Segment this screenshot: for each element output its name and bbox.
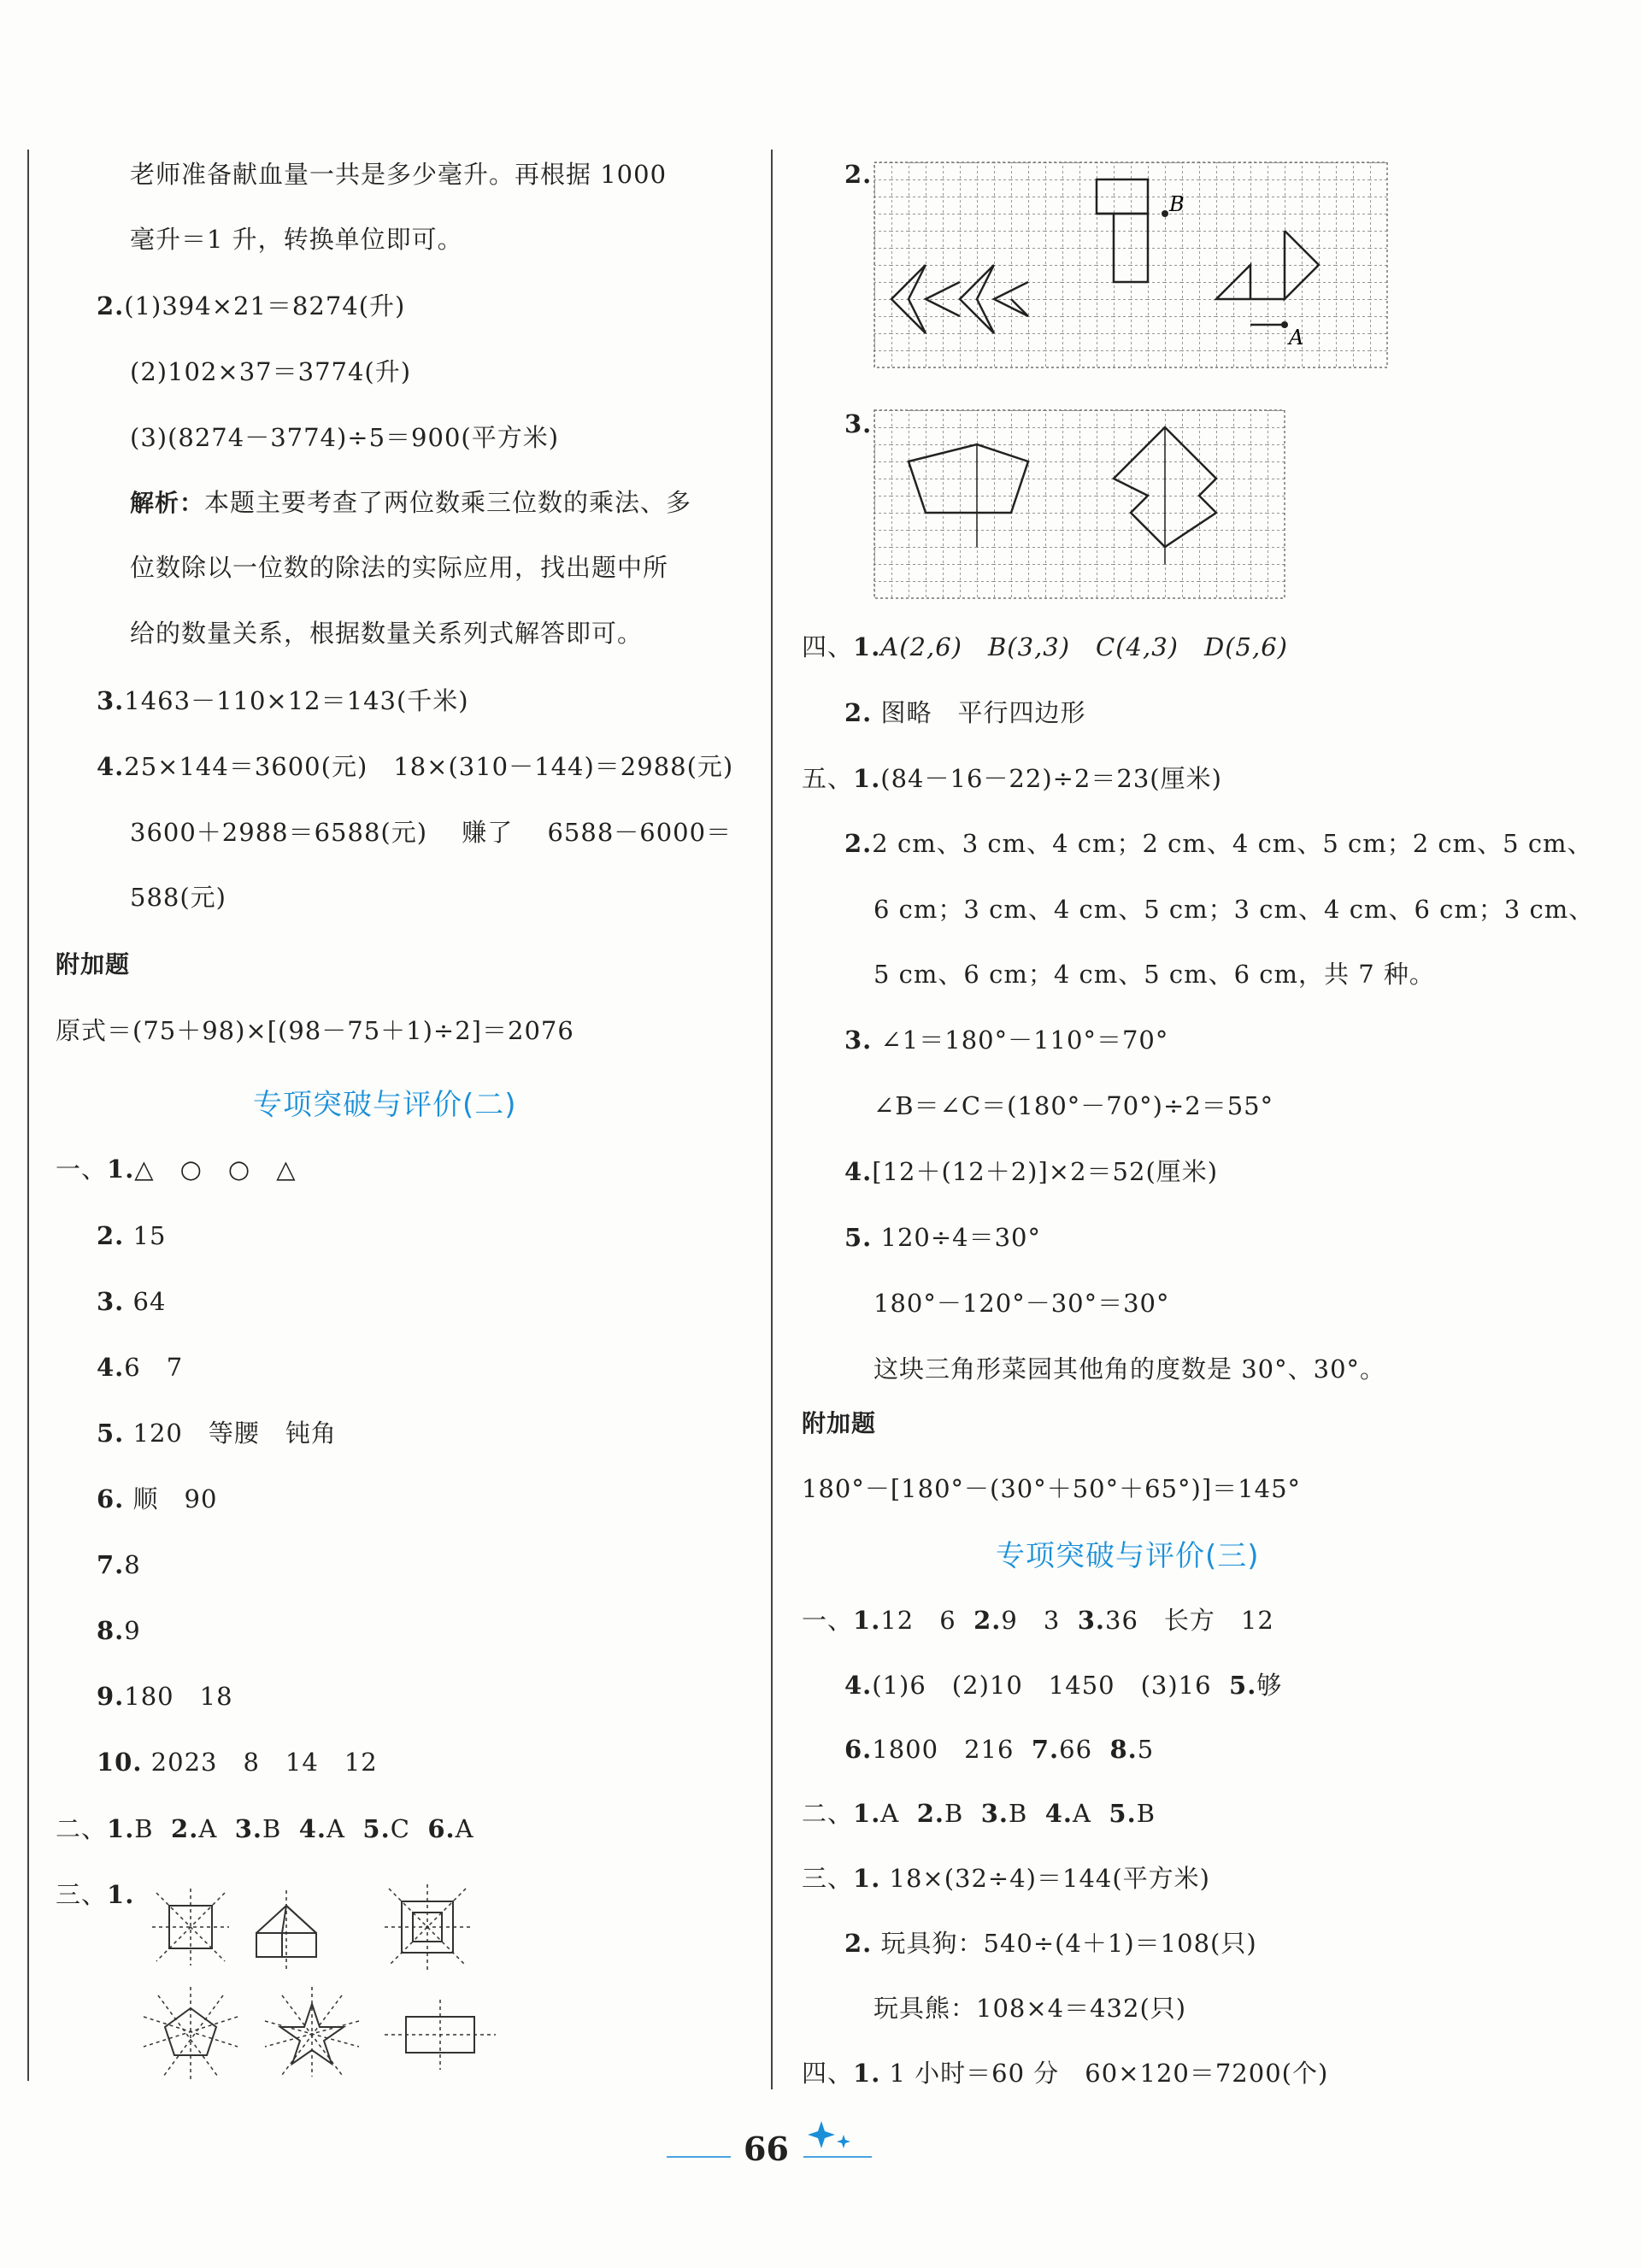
s2-part2-ans-4: A [326, 1814, 345, 1843]
q2-line-3: (3)(8274－3774)÷5＝900(平方米) [130, 423, 560, 452]
p4-2-num: 2. [844, 698, 873, 727]
point-b-label: B [1169, 192, 1185, 216]
s2-part3-num: 1. [107, 1880, 135, 1909]
point-a-label: A [1289, 326, 1304, 350]
s2-part1-num-9: 9. [97, 1682, 125, 1711]
analysis-text-1: 本题主要考查了两位数乘三位数的乘法、多 [204, 488, 692, 517]
s2-part3-line [56, 1880, 135, 1909]
s3-p4-1-text: 1 小时＝60 分 60×120＝7200(个) [889, 2059, 1329, 2088]
s2-part1-text-7: 8 [124, 1550, 141, 1579]
rectangle-figure-icon [385, 2000, 496, 2070]
s2-part1-num-6: 6. [97, 1484, 125, 1513]
q3-text: 1463－110×12＝143(千米) [124, 686, 469, 715]
s2-part2-ans-6: A [455, 1814, 474, 1843]
s2-part1-prefix: 一、 [56, 1155, 108, 1184]
center-column-rule [771, 150, 773, 2089]
s3-p4-1-line [802, 2061, 1328, 2086]
s2-part1-num-2: 2. [97, 1221, 125, 1250]
s2-part1-text-9: 180 18 [124, 1682, 233, 1711]
q4-line-2: 3600＋2988＝6588(元) 赚了 6588－6000＝ [130, 818, 732, 847]
p4-2-line [844, 698, 1086, 727]
p5-2-line-3: 5 cm、6 cm；4 cm、5 cm、6 cm，共 7 种。 [873, 960, 1435, 989]
s3-p1-num-8: 8. [1109, 1735, 1138, 1764]
q4-line-1 [97, 752, 734, 781]
s3-p1-text-7: 66 [1059, 1735, 1093, 1764]
s3-p2-ans-1: A [880, 1799, 900, 1828]
s3-p2-ans-3: B [1009, 1799, 1028, 1828]
analysis-line-3: 给的数量关系，根据数量关系列式解答即可。 [130, 619, 644, 648]
s3-p3-2-num: 2. [844, 1929, 873, 1958]
analysis-line-2: 位数除以一位数的除法的实际应用，找出题中所 [130, 553, 669, 582]
s2-part1-item-2 [97, 1221, 167, 1250]
p5-3-text-1: ∠1＝180°－110°＝70° [880, 1025, 1169, 1055]
s3-p1-num-7: 7. [1031, 1735, 1060, 1764]
s2-part1-num-5: 5. [97, 1419, 125, 1448]
s2-part1-num-8: 8. [97, 1616, 125, 1645]
q3-number: 3. [97, 686, 125, 715]
nested-square-figure-icon [385, 1884, 470, 1970]
star-figure-icon [265, 1987, 359, 2077]
p5-3-line-1 [844, 1025, 1169, 1055]
fig2-number [844, 162, 872, 187]
s3-p2-num-1: 1. [853, 1799, 881, 1828]
s3-p1-text-5: 够 [1256, 1671, 1283, 1700]
s3-p1-num-6: 6. [844, 1735, 873, 1764]
q2-number: 2. [97, 291, 125, 320]
fig3-number [844, 409, 873, 438]
grid-figure-2 [872, 158, 1393, 372]
s2-part2-ans-2: A [198, 1814, 218, 1843]
p5-1-text: (84－16－22)÷2＝23(厘米) [880, 764, 1222, 793]
p5-1-line [802, 764, 1222, 793]
p4-1-line [802, 632, 1288, 661]
s2-part1-item-3 [97, 1287, 167, 1316]
s2-part1-item-4 [97, 1355, 183, 1380]
s2-part2-ans-5: C [390, 1814, 410, 1843]
s3-p1-num-1: 1. [853, 1606, 881, 1635]
s2-part2-prefix: 二、 [56, 1814, 108, 1843]
p5-prefix: 五、 [802, 764, 854, 793]
s3-p4-1-num: 1. [853, 2059, 881, 2088]
s3-p2-line [802, 1801, 1156, 1826]
s3-p2-ans-2: B [944, 1799, 964, 1828]
left-extra-title: 附加题 [56, 950, 131, 978]
p5-4-num: 4. [844, 1157, 873, 1186]
p5-5-num: 5. [844, 1223, 873, 1252]
s3-p1-text-8: 5 [1137, 1735, 1155, 1764]
p5-5-line-3: 这块三角形菜园其他角的度数是 30°、30°。 [873, 1354, 1386, 1384]
footer-left-rule [667, 2156, 731, 2158]
s3-p2-ans-4: A [1073, 1799, 1091, 1828]
p5-2-text-1: 2 cm、3 cm、4 cm；2 cm、4 cm、5 cm；2 cm、5 cm、 [872, 829, 1593, 858]
s2-part2-num-1: 1. [107, 1814, 135, 1843]
right-extra-text: 180°－[180°－(30°＋50°＋65°)]＝145° [802, 1474, 1302, 1503]
s2-part1-text-8: 9 [124, 1616, 141, 1645]
continued-text-line-1: 老师准备献血量一共是多少毫升。再根据 1000 [130, 160, 668, 189]
s2-part1-item-6 [97, 1484, 218, 1513]
s2-part1-num-4: 4. [97, 1353, 125, 1382]
q2-text-1: (1)394×21＝8274(升) [124, 291, 406, 320]
q4-number: 4. [97, 752, 125, 781]
p5-5-text-1: 120÷4＝30° [880, 1223, 1042, 1252]
page-footer [667, 2119, 880, 2171]
s3-p1-text-3: 36 长方 12 [1105, 1606, 1274, 1635]
s2-part1-item-1 [56, 1157, 297, 1182]
s3-p3-prefix: 三、 [802, 1864, 854, 1893]
page-number: 66 [744, 2130, 789, 2168]
s3-p4-prefix: 四、 [802, 2059, 854, 2088]
p5-3-num: 3. [844, 1025, 873, 1055]
p5-5-line-2: 180°－120°－30°＝30° [873, 1289, 1170, 1318]
q3-line [97, 686, 469, 715]
s3-p1-text-6: 1800 216 [872, 1735, 1015, 1764]
s2-part2-num-5: 5. [362, 1814, 391, 1843]
s3-p1-text-1: 12 6 [880, 1606, 956, 1635]
p4-1-num: 1. [853, 632, 881, 661]
s2-part1-text-4: 6 7 [124, 1353, 184, 1382]
p5-1-num: 1. [853, 764, 881, 793]
s2-part1-item-5 [97, 1421, 337, 1446]
s3-p2-num-4: 4. [1044, 1799, 1073, 1828]
continued-text-line-2: 毫升＝1 升，转换单位即可。 [130, 225, 463, 254]
s3-p2-num-5: 5. [1109, 1799, 1137, 1828]
s3-p2-num-2: 2. [916, 1799, 944, 1828]
p5-2-num: 2. [844, 829, 873, 858]
s2-part1-text-2: 15 [132, 1221, 167, 1250]
s2-part3-prefix: 三、 [56, 1880, 108, 1909]
s2-part2-num-2: 2. [171, 1814, 199, 1843]
s2-part2-num-3: 3. [234, 1814, 262, 1843]
s3-p1-text-2: 9 3 [1001, 1606, 1061, 1635]
p5-4-line [844, 1157, 1219, 1186]
s3-p1-text-4: (1)6 (2)10 1450 (3)16 [872, 1671, 1212, 1700]
p5-2-line-2: 6 cm；3 cm、4 cm、5 cm；3 cm、4 cm、6 cm；3 cm、 [873, 895, 1595, 924]
s2-part1-num-7: 7. [97, 1550, 125, 1579]
p5-2-line-1 [844, 831, 1593, 856]
p5-5-line-1 [844, 1225, 1041, 1250]
s2-part2-line [56, 1814, 474, 1843]
q4-line-3: 588(元) [130, 883, 226, 912]
q2-line-1 [97, 291, 406, 320]
s2-part1-item-9 [97, 1684, 233, 1709]
analysis-line-1 [130, 488, 692, 517]
s3-p3-2-line-2: 玩具熊：108×4＝432(只) [873, 1994, 1187, 2023]
square-figure-icon [152, 1889, 229, 1965]
p4-2-text: 图略 平行四边形 [880, 698, 1086, 727]
s3-p3-1-line [802, 1866, 1210, 1891]
pentagon-figure-icon [144, 1987, 238, 2081]
s2-part1-item-7 [97, 1550, 141, 1579]
s2-part2-ans-1: B [134, 1814, 154, 1843]
s3-p1-line-3 [844, 1737, 1154, 1762]
s2-part1-text-6: 顺 90 [132, 1484, 218, 1513]
s3-p1-num-2: 2. [973, 1606, 1002, 1635]
footer-right-rule [803, 2156, 872, 2158]
s2-part1-text-1: △ ○ ○ △ [134, 1155, 297, 1184]
s3-p1-num-3: 3. [1077, 1606, 1105, 1635]
q2-line-2: (2)102×37＝3774(升) [130, 357, 412, 386]
s2-part1-item-10 [97, 1750, 378, 1775]
s3-p3-1-num: 1. [853, 1864, 881, 1893]
right-extra-title: 附加题 [802, 1409, 877, 1437]
p5-4-text: [12＋(12＋2)]×2＝52(厘米) [872, 1157, 1219, 1186]
s3-p1-line-1 [802, 1608, 1274, 1633]
s2-part1-num-1: 1. [107, 1155, 135, 1184]
s3-p3-1-text: 18×(32÷4)＝144(平方米) [889, 1864, 1210, 1893]
fig2-num: 2. [844, 160, 873, 189]
s3-p2-ans-5: B [1136, 1799, 1156, 1828]
p4-1-text: A(2,6) B(3,3) C(4,3) D(5,6) [880, 632, 1288, 661]
fig3-num: 3. [844, 409, 873, 438]
symmetry-figures [128, 1880, 521, 2094]
s2-part2-ans-3: B [262, 1814, 282, 1843]
section2-title: 专项突破与评价(二) [253, 1088, 517, 1122]
s3-p1-line-2 [844, 1673, 1282, 1698]
s3-p3-2-text-1: 玩具狗：540÷(4＋1)＝108(只) [880, 1929, 1257, 1958]
s2-part2-num-4: 4. [298, 1814, 327, 1843]
analysis-label: 解析： [130, 489, 205, 517]
s2-part1-num-3: 3. [97, 1287, 125, 1316]
left-extra-text: 原式＝(75＋98)×[(98－75＋1)÷2]＝2076 [56, 1016, 574, 1045]
s3-p1-prefix: 一、 [802, 1606, 854, 1635]
s2-part1-text-5: 120 等腰 钝角 [132, 1419, 337, 1448]
s2-part1-text-10: 2023 8 14 12 [150, 1748, 378, 1777]
s2-part1-num-10: 10. [97, 1748, 143, 1777]
s2-part1-item-8 [97, 1616, 141, 1645]
p5-3-line-2: ∠B＝∠C＝(180°－70°)÷2＝55° [873, 1091, 1274, 1120]
section3-title: 专项突破与评价(三) [996, 1539, 1260, 1573]
grid-figure-3 [872, 406, 1291, 602]
sparkle-star-icon [808, 2119, 859, 2153]
s2-part1-text-3: 64 [132, 1287, 167, 1316]
s3-p2-num-3: 3. [980, 1799, 1009, 1828]
s3-p1-num-5: 5. [1229, 1671, 1257, 1700]
p4-prefix: 四、 [802, 632, 854, 661]
pentagon-house-icon [256, 1890, 316, 1970]
s3-p2-prefix: 二、 [802, 1799, 854, 1828]
s3-p1-num-4: 4. [844, 1671, 873, 1700]
left-margin-rule [27, 150, 29, 2081]
s3-p3-2-line-1 [844, 1931, 1257, 1956]
q4-text-1: 25×144＝3600(元) 18×(310－144)＝2988(元) [124, 752, 734, 781]
s2-part2-num-6: 6. [427, 1814, 456, 1843]
